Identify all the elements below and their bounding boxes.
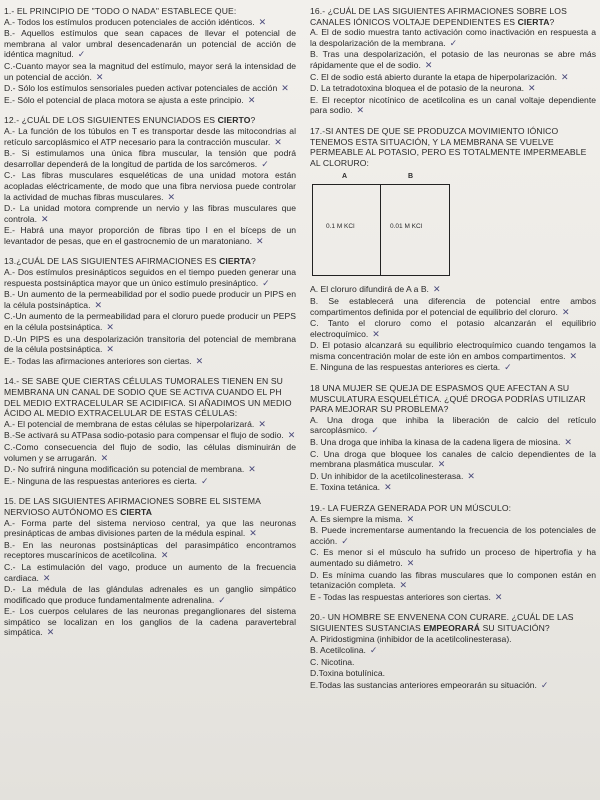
pen-mark-icon: ✓ <box>369 646 378 657</box>
option-e[interactable]: E. Ninguna de las respuestas anteriores es cierta. ✓ <box>310 362 512 374</box>
question-14 <box>4 376 296 487</box>
pen-mark-icon: ✕ <box>248 465 256 476</box>
question-title: 20.- UN HOMBRE SE ENVENENA CON CURARE. ¿CUÁL DE LAS SIGUIENTES SUSTANCIAS EMPEORARÁ SU SITUACIÓN? <box>310 612 574 633</box>
pen-mark-icon: ✓ <box>262 278 270 289</box>
question-1 <box>4 6 296 106</box>
option-c[interactable]: C.- Las fibras musculares esqueléticas de una unidad motora están acopladas eléctricamente, de modo que una fibra nerviosa puede controlar la actividad de muchas fibras musculares. ✕ <box>4 170 296 203</box>
pen-mark-icon: ✕ <box>106 323 114 334</box>
right-column <box>310 6 596 701</box>
pen-mark-icon: ✓ <box>449 38 458 49</box>
option-c[interactable]: C. Una droga que bloquee los canales de calcio dependientes de la membrana plasmática muscular. ✕ <box>310 448 596 471</box>
compartment-b-label: B <box>408 173 414 181</box>
option-d[interactable]: D. El potasio alcanzará su equilibrio electroquímico cuando tengamos la misma concentración molar de este ión en ambos compartimentos. ✕ <box>310 340 596 362</box>
pen-mark-icon: ✕ <box>287 431 296 442</box>
option-b[interactable]: B. Se establecerá una diferencia de potencial entre ambos compartimentos definida por el potencial de equilibrio del cloruro. ✕ <box>310 295 596 318</box>
pen-mark-icon: ✕ <box>167 192 176 203</box>
option-e[interactable]: E.- Los cuerpos celulares de las neuronas preganglionares del sistema simpático se localizan en los ganglios de la cadena paravertebral simpática. ✕ <box>4 606 296 639</box>
pen-mark-icon: ✕ <box>494 592 503 603</box>
option-b[interactable]: B.- Aquellos estímulos que sean capaces de llevar el potencial de membrana al valor umbral desencadenarán un potencial de acción de idéntica magnitud. ✓ <box>4 28 296 61</box>
pen-mark-icon: ✕ <box>399 581 408 592</box>
pen-mark-icon: ✓ <box>371 426 379 437</box>
pen-mark-icon: ✕ <box>195 356 204 367</box>
pen-mark-icon: ✓ <box>504 363 512 374</box>
question-15 <box>4 496 296 639</box>
option-c[interactable]: C.-Cuanto mayor sea la magnitud del estímulo, mayor será la intensidad de un potencial de acción. ✕ <box>4 60 296 83</box>
option-a[interactable]: A.- Forma parte del sistema nervioso central, ya que las neuronas presinápticas de ambas divisiones parten de la médula espinal. ✕ <box>4 517 296 540</box>
option-a[interactable]: A. El de sodio muestra tanto activación como inactivación en respuesta a la despolarización de la membrana. ✓ <box>310 27 596 49</box>
question-title: 19.- LA FUERZA GENERADA POR UN MÚSCULO: <box>310 503 512 513</box>
pen-mark-icon: ✕ <box>467 471 475 482</box>
option-e[interactable]: E.- Sólo el potencial de placa motora se ajusta a este principio. ✕ <box>4 94 256 106</box>
option-a[interactable]: A.- Dos estímulos presinápticos seguidos en el tiempo pueden generar una respuesta postsináptica mayor que un único estímulo presináptico. ✓ <box>4 267 296 289</box>
pen-mark-icon: ✓ <box>341 536 349 547</box>
pen-mark-icon: ✕ <box>274 137 282 148</box>
option-e[interactable]: E.- Todas las afirmaciones anteriores son ciertas. ✕ <box>4 355 204 367</box>
pen-mark-icon: ✕ <box>432 285 441 296</box>
pen-mark-icon: ✕ <box>561 307 570 318</box>
question-title: 1.- EL PRINCIPIO DE "TODO O NADA" ESTABLECE QUE: <box>4 6 237 16</box>
compartment-diagram <box>312 172 452 278</box>
option-a[interactable]: A. Una droga que inhiba la liberación de calcio del retículo sarcoplásmico. ✓ <box>310 414 596 437</box>
question-20 <box>310 612 596 691</box>
pen-mark-icon: ✕ <box>255 236 264 247</box>
question-title: 17.-SI ANTES DE QUE SE PRODUZCA MOVIMIENTO IÓNICO TENEMOS ESTA SITUACIÓN, Y LA MEMBRANA SE VUELVE PERMEABLE AL POTASIO, PERO ES TOTALMENTE IMPERMEABLE AL CLORURO: <box>310 125 587 168</box>
question-12 <box>4 115 296 247</box>
option-a[interactable]: A.- Todos los estímulos producen potenciales de acción idénticos. ✕ <box>4 16 267 28</box>
pen-mark-icon: ✕ <box>528 84 536 95</box>
pen-mark-icon: ✕ <box>42 573 51 584</box>
pen-mark-icon: ✕ <box>46 628 55 639</box>
question-19 <box>310 503 596 603</box>
question-title: 15. DE LAS SIGUIENTES AFIRMACIONES SOBRE EL SISTEMA NERVIOSO AUTÓNOMO ES CIERTA <box>4 496 261 517</box>
question-17 <box>310 126 596 374</box>
option-d[interactable]: D.- La médula de las glándulas adrenales es un ganglio simpático modificado que produce fundamentalmente adrenalina. ✓ <box>4 584 296 606</box>
question-13 <box>4 256 296 367</box>
question-title: 12.- ¿CUÁL DE LOS SIGUIENTES ENUNCIADOS ES CIERTO? <box>4 115 256 126</box>
option-d[interactable]: D. Es mínima cuando las fibras musculares que lo componen están en tetanización completa. ✕ <box>310 569 596 592</box>
compartment-a-concentration: 0.1 M KCl <box>326 223 355 231</box>
option-c[interactable]: C.-Un aumento de la permeabilidad para el cloruro puede producir un PEPS en la célula postsináptica. ✕ <box>4 311 296 334</box>
pen-mark-icon: ✕ <box>94 300 103 311</box>
pen-mark-icon: ✕ <box>160 551 169 562</box>
option-c[interactable]: C. Nicotina. <box>310 656 355 667</box>
option-c[interactable]: C.-Como consecuencia del flujo de sodio, las células disminuirán de volumen y se arrugarán. ✕ <box>4 441 296 464</box>
option-a[interactable]: A. Piridostigmina (inhibidor de la acetilcolinesterasa). <box>310 633 512 644</box>
pen-mark-icon: ✕ <box>356 106 365 117</box>
pen-mark-icon: ✓ <box>218 595 226 606</box>
option-e[interactable]: E.- Habrá una mayor proporción de fibras tipo I en el bíceps de un levantador de pesas, que en el gastrocnemio de un maratoniano. ✕ <box>4 225 296 247</box>
option-b[interactable]: B. Tras una despolarización, el potasio de las neuronas se abre más rápidamente que el de sodio. ✕ <box>310 49 596 71</box>
option-a[interactable]: A. Es siempre la misma. ✕ <box>310 513 415 525</box>
option-d[interactable]: D.Toxina botulínica. <box>310 668 385 679</box>
option-e[interactable]: E.- Ninguna de las respuestas anteriores es cierta. ✓ <box>4 475 209 487</box>
pen-mark-icon: ✕ <box>249 529 257 540</box>
option-b[interactable]: B.-Se activará su ATPasa sodio-potasio para compensar el flujo de sodio. ✕ <box>4 430 296 442</box>
option-d[interactable]: D. Un inhibidor de la acetilcolinesterasa. ✕ <box>310 470 475 482</box>
pen-mark-icon: ✓ <box>261 159 269 170</box>
pen-mark-icon: ✕ <box>106 345 114 356</box>
pen-mark-icon: ✕ <box>406 558 415 569</box>
option-b[interactable]: B.- Un aumento de la permeabilidad por el sodio puede producir un PIPS en la célula postsináptica. ✕ <box>4 289 296 311</box>
pen-mark-icon: ✕ <box>100 453 109 464</box>
option-b[interactable]: B. Acetilcolina. ✓ <box>310 645 378 657</box>
question-title: 18 UNA MUJER SE QUEJA DE ESPASMOS QUE AFECTAN A SU MUSCULATURA ESQUELÉTICA. ¿QUÉ DROGA PODRÍAS UTILIZAR PARA MEJORAR SU PROBLEMA? <box>310 383 586 415</box>
question-18 <box>310 383 596 494</box>
option-c[interactable]: C.- La estimulación del vago, produce un aumento de la frecuencia cardiaca. ✕ <box>4 561 296 584</box>
compartment-a-label: A <box>342 173 348 181</box>
option-a[interactable]: A.- La función de los túbulos en T es transportar desde las mitocondrias al retículo sarcoplásmico el ATP necesario para la contracción muscular. ✕ <box>4 125 296 148</box>
option-d[interactable]: D.-Un PIPS es una despolarización transitoria del potencial de membrana de la célula postsináptica. ✕ <box>4 333 296 356</box>
pen-mark-icon: ✕ <box>40 214 49 225</box>
option-c[interactable]: C. Es menor si el músculo ha sufrido un proceso de hipertrofia y ha aumentado su diámetro. ✕ <box>310 547 596 569</box>
pen-mark-icon: ✕ <box>406 514 415 525</box>
option-d[interactable]: D.- La unidad motora comprende un nervio y las fibras musculares que controla. ✕ <box>4 203 296 225</box>
option-e[interactable]: E. Toxina tetánica. ✕ <box>310 482 392 494</box>
pen-mark-icon: ✕ <box>564 438 572 449</box>
pen-mark-icon: ✕ <box>437 460 446 471</box>
pen-mark-icon: ✕ <box>95 72 104 83</box>
left-column <box>4 6 296 648</box>
pen-mark-icon: ✕ <box>569 351 578 362</box>
question-title: 16.- ¿CUÁL DE LAS SIGUIENTES AFIRMACIONES SOBRE LOS CANALES IÓNICOS VOLTAJE DEPENDIENTES ES CIERTA? <box>310 6 567 27</box>
option-d[interactable]: D. La tetradotoxina bloquea el de potasio de la neurona. ✕ <box>310 83 536 95</box>
pen-mark-icon: ✕ <box>372 329 380 340</box>
option-e[interactable]: E. El receptor nicotínico de acetilcolina es un canal voltaje dependiente para sodio. ✕ <box>310 94 596 117</box>
option-a[interactable]: A.- El potencial de membrana de estas células se hiperpolarizará. ✕ <box>4 418 266 430</box>
option-b[interactable]: B. Una droga que inhiba la kinasa de la cadena ligera de miosina. ✕ <box>310 437 572 449</box>
pen-mark-icon: ✕ <box>561 72 569 83</box>
pen-mark-icon: ✓ <box>77 50 86 61</box>
option-d[interactable]: D.- No sufrirá ninguna modificación su potencial de membrana. ✕ <box>4 464 256 476</box>
pen-mark-icon: ✓ <box>540 680 549 691</box>
option-a[interactable]: A. El cloruro difundirá de A a B. ✕ <box>310 284 441 296</box>
membrane-divider <box>380 184 381 276</box>
pen-mark-icon: ✕ <box>384 483 392 494</box>
option-e[interactable]: E.Todas las sustancias anteriores empeorarán su situación. ✓ <box>310 679 549 691</box>
question-16 <box>310 6 596 117</box>
option-c[interactable]: C. Tanto el cloruro como el potasio alcanzarán el equilibrio electroquímico. ✕ <box>310 318 596 340</box>
option-b[interactable]: B. Puede incrementarse aumentando la frecuencia de los potenciales de acción. ✓ <box>310 525 596 547</box>
option-e[interactable]: E - Todas las respuestas anteriores son ciertas. ✕ <box>310 591 503 603</box>
pen-mark-icon: ✕ <box>247 95 256 106</box>
question-title: 14.- SE SABE QUE CIERTAS CÉLULAS TUMORALES TIENEN EN SU MEMBRANA UN CANAL DE SODIO QUE SE ACTIVA CUANDO EL PH DEL MEDIO EXTRACELULAR SE ACIDIFICA. SI AÑADIMOS UN MEDIO ÁCIDO AL MEDIO EXTRACELULAR DE ESTAS CÉLULAS: <box>4 376 292 419</box>
pen-mark-icon: ✕ <box>258 17 267 28</box>
option-c[interactable]: C. El de sodio está abierto durante la etapa de hiperpolarización. ✕ <box>310 71 569 83</box>
option-b[interactable]: B.- En las neuronas postsinápticas del parasimpático encontramos receptores muscarínicos de acetilcolina. ✕ <box>4 539 296 562</box>
pen-mark-icon: ✕ <box>258 419 266 430</box>
pen-mark-icon: ✕ <box>281 84 289 95</box>
pen-mark-icon: ✕ <box>424 60 433 71</box>
option-d[interactable]: D.- Sólo los estímulos sensoriales pueden activar potenciales de acción ✕ <box>4 83 289 95</box>
option-b[interactable]: B.- Si estimulamos una única fibra muscular, la tensión que podrá desarrollar dependerá de la longitud de partida de los sarcómeros. ✓ <box>4 148 296 170</box>
compartment-b-concentration: 0.01 M KCl <box>390 223 423 231</box>
pen-mark-icon: ✓ <box>200 476 209 487</box>
question-title: 13.¿CUÁL DE LAS SIGUIENTES AFIRMACIONES ES CIERTA? <box>4 256 256 267</box>
